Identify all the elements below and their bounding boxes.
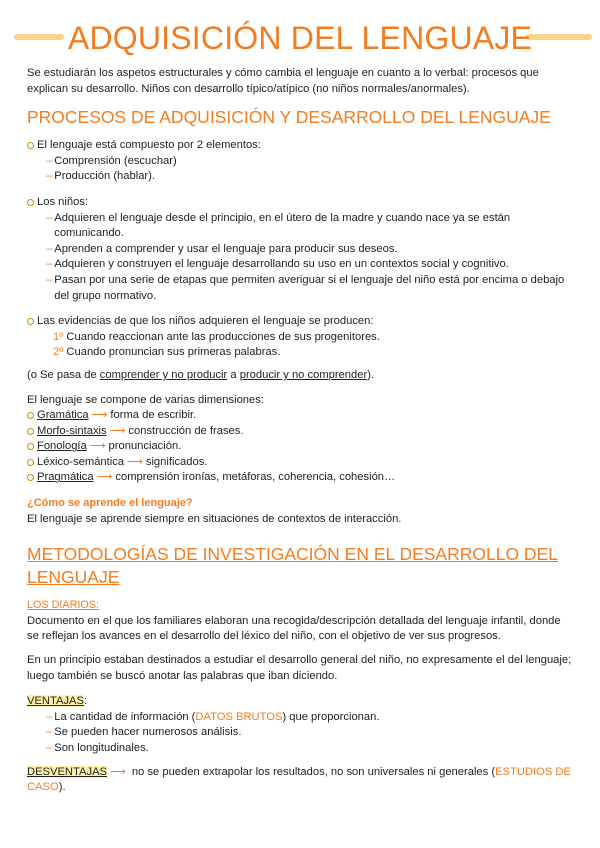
circle-bullet-icon — [27, 142, 34, 149]
dimension-name: Gramática — [37, 409, 89, 422]
arrow-icon: ⟶ — [110, 765, 126, 778]
note-text: (o Se pasa de — [27, 368, 100, 381]
dash-icon: – — [46, 242, 53, 255]
arrow-icon: ⟶ — [127, 455, 143, 468]
ventajas-block — [27, 694, 575, 756]
circle-bullet-icon — [27, 428, 34, 435]
dimension-item — [27, 470, 575, 486]
bullet-group-evidence — [27, 314, 575, 361]
sub-item — [27, 273, 575, 304]
sub-item — [27, 725, 575, 741]
dash-icon: – — [46, 170, 53, 183]
sub-item-text: Adquieren y construyen el lenguaje desarrollando su uso en un contextos social y cognitivo. — [54, 258, 509, 271]
ventaja-text: La cantidad de información ( — [54, 710, 196, 723]
numbered-item — [27, 330, 575, 346]
bullet-group-components — [27, 138, 575, 185]
dash-icon: – — [46, 154, 53, 167]
bullet-item — [27, 195, 575, 211]
bullet-group-children — [27, 195, 575, 304]
bullet-text: Las evidencias de que los niños adquieren el lenguaje se producen: — [37, 315, 374, 328]
sub-item-text: Se pueden hacer numerosos análisis. — [54, 726, 242, 739]
dimension-item — [27, 408, 575, 424]
item-number: 2º — [53, 346, 64, 359]
dimension-desc: forma de escribir. — [110, 409, 197, 422]
sub-item — [27, 154, 575, 170]
diarios-paragraph-1: Documento en el que los familiares elaboran una recogida/descripción detallada del lenguaje infantil, donde se reflejan los avances en el desarrollo del léxico del niño, con el objetivo de ver sus progresos. — [27, 614, 561, 643]
dimension-item — [27, 424, 575, 440]
sub-item — [27, 169, 575, 185]
bullet-text: El lenguaje está compuesto por 2 elementos: — [37, 139, 261, 152]
desventajas-text: no se pueden extrapolar los resultados, no son universales ni generales ( — [128, 765, 496, 778]
dash-icon: – — [46, 273, 53, 286]
circle-bullet-icon — [27, 474, 34, 481]
desventajas-end: ). — [58, 781, 66, 794]
numbered-item-text: Cuando pronuncian sus primeras palabras. — [63, 346, 281, 359]
intro-paragraph: Se estudiarán los aspetos estructurales y cómo cambia el lenguaje en cuanto a lo verbal: procesos que explican su desarrollo. Niños con desarrollo típico/atípico (no niños normales/anormales). — [27, 67, 539, 95]
note-underlined: comprender y no producir — [99, 368, 228, 381]
ventajas-label-line — [27, 694, 575, 710]
sub-item — [27, 211, 575, 242]
section2-heading-text: METODOLOGÍAS DE INVESTIGACIÓN EN EL DESARROLLO DEL LENGUAJE — [27, 544, 558, 588]
sub-item — [27, 257, 575, 273]
sub-item-text: Pasan por una serie de etapas que permiten averiguar si el lenguaje del niño está por encima o debajo del grupo normativo. — [54, 273, 565, 302]
ventajas-label: VENTAJAS — [27, 695, 84, 708]
circle-bullet-icon — [27, 443, 34, 450]
dash-icon: – — [46, 726, 53, 739]
sub-item — [27, 741, 575, 757]
sub-item — [27, 242, 575, 258]
arrow-icon: ⟶ — [109, 424, 126, 437]
dimensions-list — [27, 393, 575, 487]
ventajas-colon: : — [84, 695, 88, 708]
estudios-caso-tag: ESTUDIOS DE CASO — [27, 765, 571, 794]
page-title: ADQUISICIÓN DEL LENGUAJE — [67, 20, 533, 56]
dimension-desc: construcción de frases. — [128, 424, 244, 437]
dimension-desc: comprensión ironías, metáforas, coherencia, cohesión… — [115, 471, 396, 484]
dimension-name: Fonología — [37, 440, 87, 453]
section2-heading — [27, 543, 575, 589]
sub-item-text: Producción (hablar). — [54, 170, 155, 183]
note-paragraph — [27, 368, 575, 384]
sub-item-text — [54, 710, 379, 726]
arrow-icon: ⟶ — [91, 409, 108, 422]
dimension-name: Léxico-semántica — [37, 455, 125, 468]
question-answer: El lenguaje se aprende siempre en situaciones de contextos de interacción. — [27, 512, 402, 525]
note-text: a — [227, 368, 240, 381]
numbered-item-text: Cuando reaccionan ante las producciones de sus progenitores. — [63, 330, 380, 343]
arrow-icon: ⟶ — [96, 471, 113, 484]
question-block — [27, 496, 575, 527]
circle-bullet-icon — [27, 318, 34, 325]
dash-icon: – — [46, 211, 53, 224]
dash-icon: – — [46, 258, 53, 271]
sub-item-text: Son longitudinales. — [54, 742, 149, 754]
circle-bullet-icon — [27, 199, 34, 206]
diarios-paragraph-2: En un principio estaban destinados a estudiar el desarrollo general del niño, no expresamente el del lenguaje; luego también se buscó anotar las palabras que iban diciendo. — [27, 654, 572, 682]
item-number: 1º — [53, 330, 64, 343]
diarios-label: LOS DIARIOS: — [27, 599, 99, 612]
sub-item-text: Aprenden a comprender y usar el lenguaje para producir sus deseos. — [54, 242, 398, 255]
sub-item — [27, 710, 575, 726]
dimension-name: Morfo-sintaxis — [37, 424, 107, 437]
dimension-desc: significados. — [145, 455, 208, 468]
dimension-desc: pronunciación. — [108, 440, 182, 453]
title-block — [0, 18, 600, 62]
sub-item-text: Comprensión (escuchar) — [54, 154, 177, 167]
numbered-item — [27, 345, 575, 361]
sub-item-text: Adquieren el lenguaje desde el principio, en el útero de la madre y cuando nace ya se están comunicando. — [54, 211, 511, 240]
datos-brutos-tag: DATOS BRUTOS — [195, 710, 283, 723]
question-heading: ¿Cómo se aprende el lenguaje? — [27, 497, 193, 510]
dash-icon: – — [46, 710, 53, 723]
dimension-item — [27, 455, 575, 471]
bullet-item — [27, 138, 575, 154]
section1-heading: PROCESOS DE ADQUISICIÓN Y DESARROLLO DEL LENGUAJE — [27, 107, 551, 128]
note-underlined: producir y no comprender — [239, 368, 368, 381]
desventajas-label: DESVENTAJAS — [27, 765, 107, 778]
dimensions-intro: El lenguaje se compone de varias dimensiones: — [27, 393, 264, 406]
desventajas-paragraph — [27, 765, 575, 796]
bullet-item — [27, 314, 575, 330]
arrow-icon: ⟶ — [89, 440, 106, 453]
ventaja-text: ) que proporcionan. — [282, 710, 380, 723]
note-text: ). — [367, 368, 375, 381]
document-body — [27, 66, 575, 796]
dimension-item — [27, 439, 575, 455]
bullet-text: Los niños: — [37, 195, 88, 208]
circle-bullet-icon — [27, 412, 34, 419]
circle-bullet-icon — [27, 459, 34, 466]
dimension-name: Pragmática — [37, 471, 94, 484]
dash-icon: – — [46, 742, 53, 754]
